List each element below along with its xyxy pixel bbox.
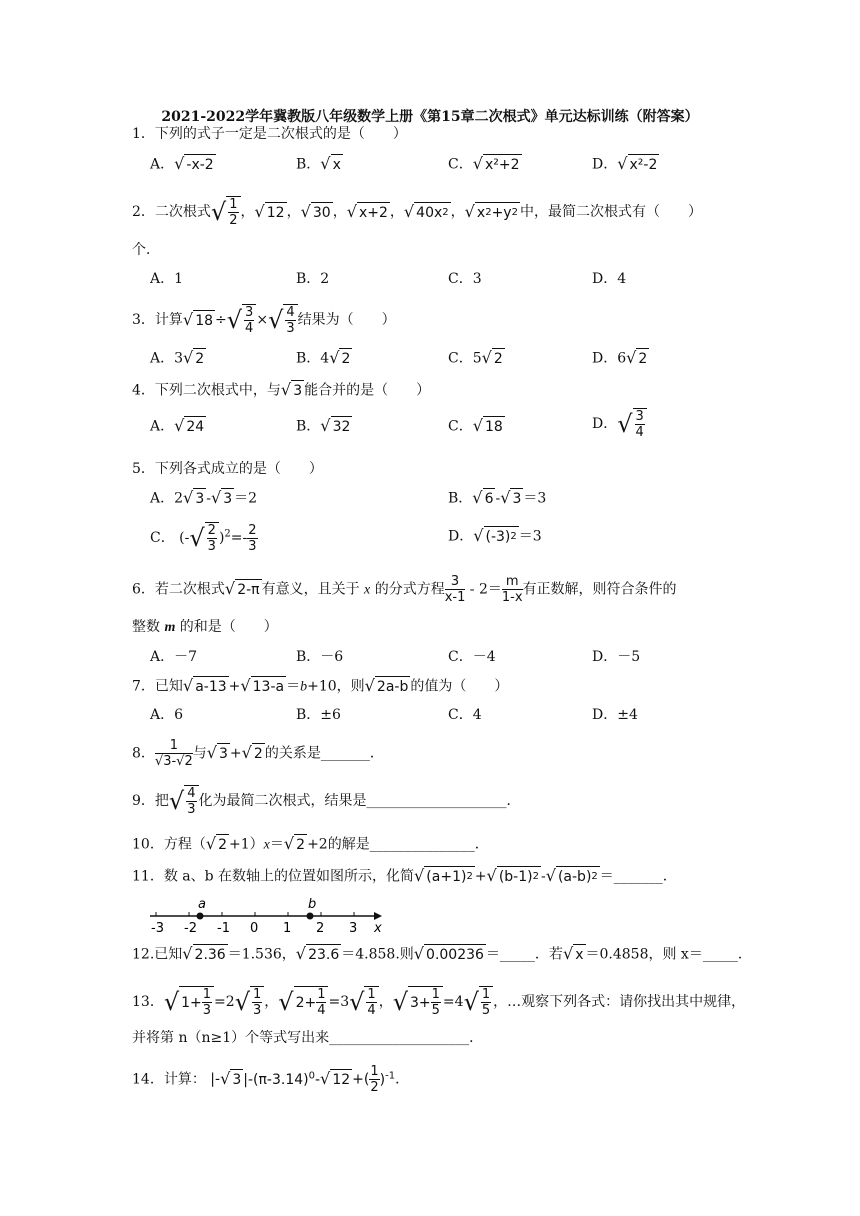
q3-option-a: A．3 √ 2 bbox=[150, 348, 205, 368]
question-2-stem: 2．二次根式 √ $\frac{1}{2}$ ， √ 12 ， √ 30 ， √ x+2 ， √ 40x 2 ， √ x 2 +y 2 中，最简二次根式有（ ） bbox=[132, 197, 702, 228]
q5-option-c: C． (- √ $\frac{2}{3}$ )$^2$=- $\frac{2}{3}$ bbox=[150, 522, 257, 554]
q7-option-c: C．4 bbox=[448, 707, 482, 723]
q5-option-b: B． √ 6 - √ 3 ＝3 bbox=[448, 488, 547, 508]
q2-option-a: A．1 bbox=[150, 271, 184, 287]
question-11-stem: 11．数 a、b 在数轴上的位置如图所示，化简 √ (a+1) 2 + √ (b-1) 2 - √ (a-b) 2 ＝_______． bbox=[132, 866, 677, 886]
q3-option-d: D．6 √ 2 bbox=[592, 348, 648, 368]
q4-option-c: C． √ 18 bbox=[448, 416, 503, 436]
axis-tick-label: 0 bbox=[250, 921, 259, 936]
number-line bbox=[146, 896, 386, 936]
axis-tick-label: -1 bbox=[217, 921, 230, 936]
point-b bbox=[307, 913, 314, 920]
question-14-stem: 14．计算： |- √ 3 $|-(\pi-3.14)^0-$ √ 12 +( $\frac{1}{2}$ )$^{-1}$． bbox=[132, 1064, 410, 1095]
q4-option-d: D． √ $\frac{3}{4}$ bbox=[592, 408, 647, 440]
question-6-stem: 6．若二次根式 √ 2-π 有意义，且关于 x 的分式方程 $\frac{3}{x-1}$ - 2＝ $\frac{m}{1-x}$ 有正数解，则符合条件的 bbox=[132, 574, 677, 605]
question-2-tail: 个． bbox=[132, 242, 160, 258]
question-12-stem: 12.已知 √ 2.36 ＝1.536， √ 23.6 ＝4.858.则 √ 0.00236 ＝_____．若 √ x ＝0.4858，则 x＝_____． bbox=[132, 944, 752, 964]
q6-option-a: A．－7 bbox=[150, 649, 198, 665]
q7-option-a: A．6 bbox=[150, 707, 184, 723]
q1-option-b: B． √ x bbox=[296, 154, 341, 174]
point-a-label: a bbox=[198, 897, 206, 912]
question-8-stem: 8． $\frac{1}{√3-√2}$ 与 √ 3 + √ 2 的关系是_______． bbox=[132, 738, 384, 769]
question-7-stem: 7．已知 √ a-13 + √ 13-a ＝b+10，则 √ 2a-b 的值为（ ） bbox=[132, 676, 509, 696]
question-13-line2: 并将第 n（n≥1）个等式写出来____________________． bbox=[132, 1030, 484, 1046]
page-title: 2021-2022学年冀教版八年级数学上册《第15章二次根式》单元达标训练（附答案） bbox=[161, 109, 699, 125]
question-1-stem: 1．下列的式子一定是二次根式的是（ ） bbox=[132, 126, 407, 142]
q5-option-d: D． √ (-3) 2 ＝3 bbox=[448, 526, 542, 546]
q6-option-c: C．－4 bbox=[448, 649, 496, 665]
question-4-stem: 4．下列二次根式中，与 √ 3 能合并的是（ ） bbox=[132, 380, 431, 400]
point-a bbox=[197, 913, 204, 920]
q7-option-d: D．±4 bbox=[592, 707, 638, 723]
q1-option-a: A． √ -x-2 bbox=[150, 154, 214, 174]
q4-option-b: B． √ 32 bbox=[296, 416, 351, 436]
q5-option-a: A．2 √ 3 - √ 3 ＝2 bbox=[150, 488, 258, 508]
point-b-label: b bbox=[308, 897, 317, 912]
question-9-stem: 9．把 √ $\frac{4}{3}$ 化为最简二次根式，结果是____________________． bbox=[132, 786, 521, 817]
q6-option-d: D．－5 bbox=[592, 649, 641, 665]
q1-option-d: D． √ x²-2 bbox=[592, 154, 658, 174]
q2-option-d: D．4 bbox=[592, 271, 627, 287]
axis-tick-label: -3 bbox=[151, 921, 164, 936]
q2-option-c: C．3 bbox=[448, 271, 482, 287]
axis-tick-label: -2 bbox=[184, 921, 197, 936]
question-10-stem: 10．方程（ √ 2 +1）x＝ √ 2 +2的解是_______________． bbox=[132, 834, 489, 854]
question-3-stem: 3．计算 √ 18 ÷ √ $\frac{3}{4}$ × √ $\frac{4}{3}$ 结果为（ ） bbox=[132, 305, 396, 336]
q7-option-b: B．±6 bbox=[296, 707, 341, 723]
question-6-line2: 整数 m 的和是（ ） bbox=[132, 619, 278, 635]
axis-tick-label: 1 bbox=[283, 921, 292, 936]
q3-option-b: B．4 √ 2 bbox=[296, 348, 351, 368]
question-5-stem: 5．下列各式成立的是（ ） bbox=[132, 461, 323, 477]
axis-tick-label: 2 bbox=[316, 921, 325, 936]
q1-option-c: C． √ x²+2 bbox=[448, 154, 520, 174]
q6-option-b: B．－6 bbox=[296, 649, 344, 665]
q2-option-b: B．2 bbox=[296, 271, 330, 287]
q4-option-a: A． √ 24 bbox=[150, 416, 205, 436]
axis-var-label: x bbox=[374, 921, 382, 936]
q3-option-c: C．5 √ 2 bbox=[448, 348, 503, 368]
question-13-stem: 13． √ 1+ $\frac{1}{3}$ =2 √ $\frac{1}{3}$ ， √ 2+ $\frac{1}{4}$ =3 √ $\frac{1}{4}$ ， √ 3+ $\frac{1}{5}$ =4 √ $\frac{1}{5}$ ，…观察下列各式：请你找出其中规律， bbox=[132, 987, 746, 1018]
axis-tick-label: 3 bbox=[349, 921, 358, 936]
